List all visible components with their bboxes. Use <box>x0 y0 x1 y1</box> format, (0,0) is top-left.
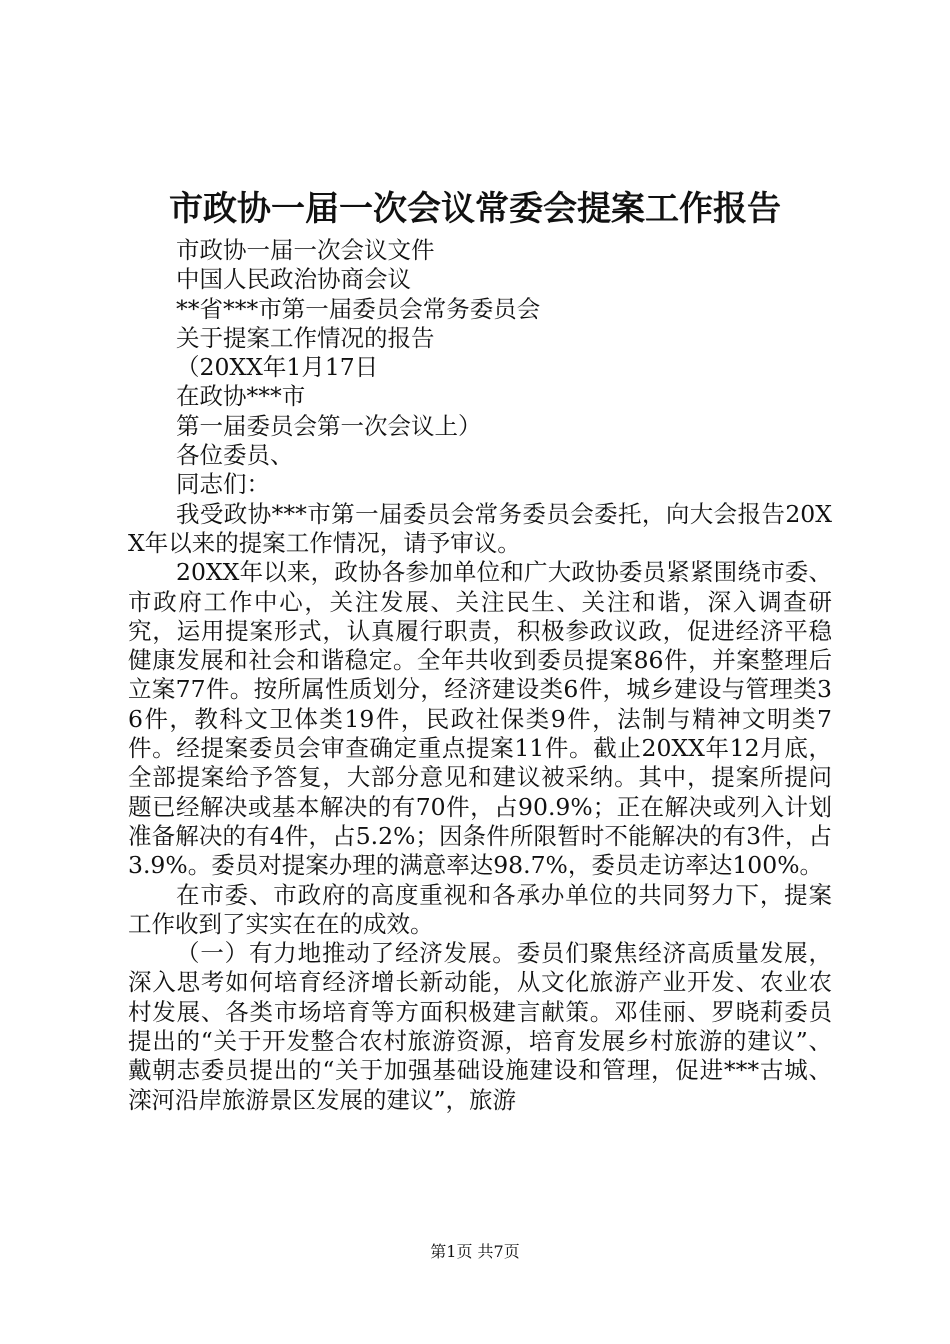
body-paragraph: 20XX年以来，政协各参加单位和广大政协委员紧紧围绕市委、市政府工作中心，关注发展、关注民生、关注和谐，深入调查研究，运用提案形式，认真履行职责，积极参政议政，促进经济平稳健康发展和社会和谐稳定。全年共收到委员提案86件，并案整理后立案77件。按所属性质划分，经济建设类6件，城乡建设与管理类36件，教科文卫体类19件，民政社保类9件，法制与精神文明类7件。经提案委员会审查确定重点提案11件。截止20XX年12月底，全部提案给予答复，大部分意见和建议被采纳。其中，提案所提问题已经解决或基本解决的有70件，占90.9%；正在解决或列入计划准备解决的有4件，占5.2%；因条件所限暂时不能解决的有3件，占3.9%。委员对提案办理的满意率达98.7%，委员走访率达100%。 <box>128 558 832 880</box>
header-line: 市政协一届一次会议文件 <box>176 236 435 264</box>
body-paragraph: 我受政协***市第一届委员会常务委员会委托，向大会报告20XX年以来的提案工作情况，请予审议。 <box>128 499 832 557</box>
body-paragraph: （一）有力地推动了经济发展。委员们聚焦经济高质量发展，深入思考如何培育经济增长新动能，从文化旅游产业开发、农业农村发展、各类市场培育等方面积极建言献策。邓佳丽、罗晓莉委员提出的“关于开发整合农村旅游资源，培育发展乡村旅游的建议”、戴朝志委员提出的“关于加强基础设施建设和管理，促进***古城、滦河沿岸旅游景区发展的建议”，旅游 <box>128 939 832 1114</box>
header-line: 关于提案工作情况的报告 <box>176 323 435 352</box>
header-line: （20XX年1月17日 <box>176 353 379 382</box>
salutation-line: 同志们： <box>176 470 270 499</box>
header-line: 在政协***市 <box>176 382 306 411</box>
document-title: 市政协一届一次会议常委会提案工作报告 <box>169 189 781 229</box>
body-paragraph: 在市委、市政府的高度重视和各承办单位的共同努力下，提案工作收到了实实在在的成效。 <box>128 880 832 938</box>
page-footer: 第1页 共7页 <box>430 1242 520 1261</box>
salutation-line: 各位委员、 <box>176 441 294 470</box>
header-line: 中国人民政治协商会议 <box>176 265 411 294</box>
header-line: **省***市第一届委员会常务委员会 <box>176 294 541 323</box>
header-line: 第一届委员会第一次会议上） <box>176 411 482 440</box>
document-body <box>128 236 832 1115</box>
